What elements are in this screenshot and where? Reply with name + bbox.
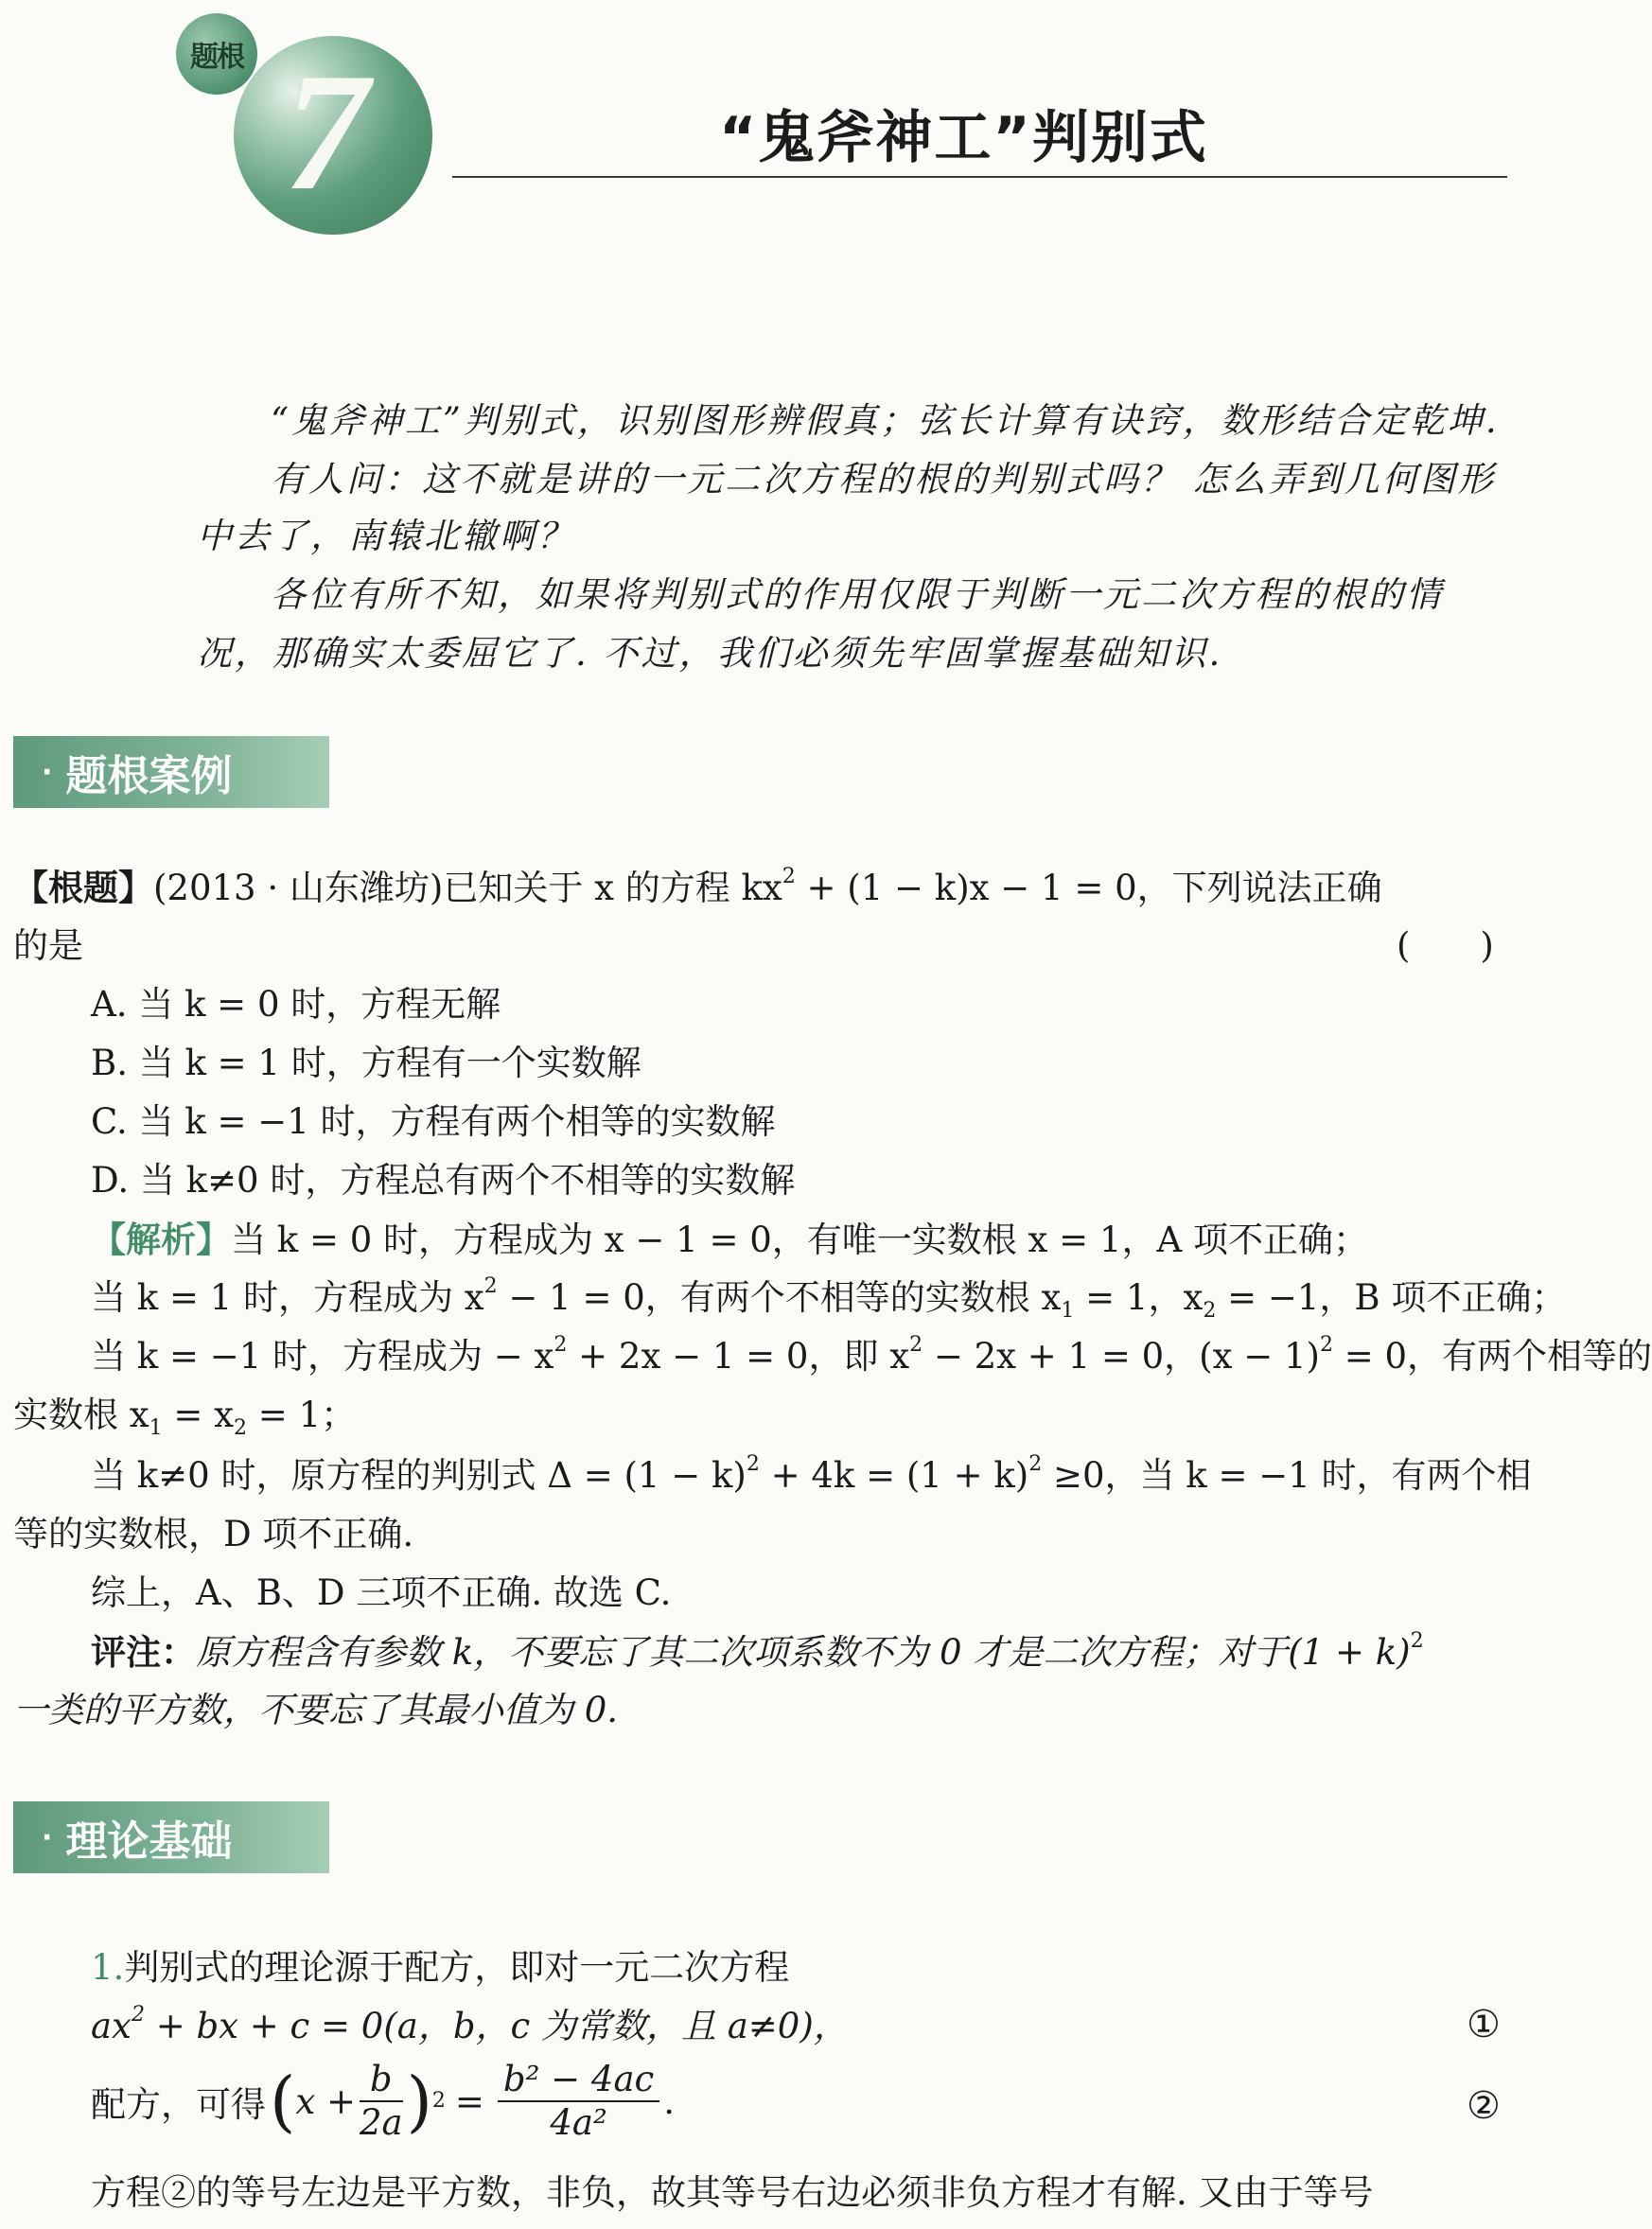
analysis-text-2a: 当 k = 1 时，方程成为 x bbox=[91, 1277, 484, 1318]
analysis-text-2b: − 1 = 0，有两个不相等的实数根 x bbox=[497, 1277, 1062, 1318]
equals-sign: = bbox=[454, 2080, 484, 2122]
superscript-2: 2 bbox=[782, 865, 796, 888]
theory-item-number: 1. bbox=[91, 1947, 125, 1988]
fraction-discriminant bbox=[498, 2059, 659, 2144]
analysis-tag: 【解析】 bbox=[91, 1219, 231, 1260]
fraction-1-denominator: 2a bbox=[359, 2102, 403, 2143]
left-paren: ( bbox=[270, 2062, 296, 2140]
chapter-number-badge bbox=[234, 36, 432, 235]
theory-line-4: 方程②的等号左边是平方数，非负，故其等号右边必须非负方程才有解. 又由于等号 bbox=[91, 2172, 1374, 2213]
superscript-2: 2 bbox=[131, 2003, 145, 2027]
fraction-1-numerator: b bbox=[360, 2059, 403, 2102]
superscript-2: 2 bbox=[1319, 1333, 1333, 1357]
note-line-2: 一类的平方数，不要忘了其最小值为 0. bbox=[13, 1690, 619, 1730]
problem-stem-line-1 bbox=[13, 859, 1382, 917]
analysis-text-3b: + 2x − 1 = 0，即 x bbox=[567, 1336, 910, 1377]
intro-paragraph-1: “鬼斧神工”判别式，识别图形辨假真；弦长计算有诀窍，数形结合定乾坤. bbox=[271, 400, 1500, 441]
intro-paragraph-3-line-1: 各位有所不知，如果将判别式的作用仅限于判断一元二次方程的根的情 bbox=[271, 574, 1444, 615]
theory-equation-1 bbox=[91, 1998, 849, 2055]
superscript-2: 2 bbox=[554, 1333, 568, 1357]
intro-paragraph-2-line-2: 中去了，南辕北辙啊？ bbox=[197, 516, 575, 556]
page-title: “鬼斧神工”判别式 bbox=[719, 105, 1208, 171]
analysis-line-6: 等的实数根，D 项不正确. bbox=[13, 1514, 414, 1554]
chapter-tag-text: 题根 bbox=[190, 41, 243, 74]
theory-text-2b: + bx + c = 0(a，b，c 为常数，且 a≠0)， bbox=[144, 2006, 849, 2046]
var-x: x + bbox=[295, 2080, 356, 2122]
period: . bbox=[663, 2080, 676, 2122]
fraction-2-denominator: 4a² bbox=[550, 2102, 607, 2143]
subscript-1: 1 bbox=[149, 1416, 163, 1440]
note-text-1: 原方程含有参数 k，不要忘了其二次项系数不为 0 才是二次方程；对于(1 + k) bbox=[196, 1632, 1411, 1673]
note-tag: 评注： bbox=[91, 1631, 196, 1673]
section-header-case bbox=[13, 736, 329, 808]
problem-tag: 【根题】 bbox=[13, 867, 153, 908]
analysis-line-3 bbox=[91, 1328, 1652, 1385]
equation-marker-2: ② bbox=[1467, 2084, 1501, 2128]
analysis-text-5a: 当 k≠0 时，原方程的判别式 Δ = (1 − k) bbox=[91, 1455, 747, 1496]
option-b: B. 当 k = 1 时，方程有一个实数解 bbox=[91, 1043, 641, 1083]
analysis-text-5b: + 4k = (1 + k) bbox=[759, 1455, 1029, 1496]
theory-equation-2: 配方，可得 ( x + $\frac{b}{2a}$ ) 2 = $\frac{\text{b² − 4ac}}{\text{4a²}}$ . bbox=[91, 2059, 676, 2143]
analysis-text-1: 当 k = 0 时，方程成为 x − 1 = 0，有唯一实数根 x = 1，A 项不正确； bbox=[231, 1220, 1368, 1260]
note-line-1 bbox=[91, 1623, 1424, 1681]
theory-line-1 bbox=[91, 1939, 789, 1996]
section-header-theory-label: 理论基础 bbox=[65, 1817, 233, 1866]
title-divider bbox=[452, 176, 1507, 178]
right-paren: ) bbox=[406, 2062, 432, 2140]
intro-paragraph-3-line-2: 况，那确实太委屈它了. 不过，我们必须先牢固掌握基础知识. bbox=[197, 633, 1223, 674]
subscript-1: 1 bbox=[1061, 1299, 1075, 1323]
fraction-2-numerator: b² − 4ac bbox=[498, 2059, 659, 2102]
superscript-2: 2 bbox=[909, 1333, 923, 1357]
subscript-2: 2 bbox=[1203, 1299, 1217, 1323]
analysis-text-3c: − 2x + 1 = 0，(x − 1) bbox=[923, 1336, 1320, 1377]
section-bullet: · bbox=[42, 1820, 53, 1854]
superscript-2: 2 bbox=[483, 1274, 498, 1298]
theory-text-1: 判别式的理论源于配方，即对一元二次方程 bbox=[124, 1947, 790, 1988]
section-header-case-label: 题根案例 bbox=[65, 752, 233, 800]
analysis-text-2c: = 1，x bbox=[1074, 1277, 1204, 1318]
analysis-text-4b: = x bbox=[162, 1395, 235, 1435]
problem-source: (2013 · 山东潍坊)已知关于 x 的方程 kx bbox=[153, 868, 782, 908]
analysis-line-2 bbox=[91, 1270, 1566, 1326]
answer-blank: ( ) bbox=[1397, 925, 1494, 966]
analysis-line-7: 综上，A、B、D 三项不正确. 故选 C. bbox=[91, 1572, 672, 1613]
analysis-line-5 bbox=[91, 1448, 1532, 1504]
analysis-text-4a: 实数根 x bbox=[13, 1395, 149, 1435]
analysis-line-4 bbox=[13, 1387, 356, 1444]
theory-text-2a: ax bbox=[91, 2006, 132, 2046]
problem-source-tail: + (1 − k)x − 1 = 0，下列说法正确 bbox=[795, 868, 1382, 908]
equation-marker-1: ① bbox=[1467, 2003, 1501, 2046]
subscript-2: 2 bbox=[234, 1416, 248, 1440]
fraction-b-over-2a bbox=[360, 2059, 403, 2144]
option-a: A. 当 k = 0 时，方程无解 bbox=[91, 984, 501, 1025]
analysis-text-2d: = −1，B 项不正确； bbox=[1216, 1277, 1567, 1318]
chapter-number: 7 bbox=[284, 38, 369, 225]
section-header-theory bbox=[13, 1801, 329, 1873]
problem-stem-line-2: 的是 bbox=[13, 925, 83, 966]
analysis-line-1 bbox=[91, 1211, 1368, 1269]
option-d: D. 当 k≠0 时，方程总有两个不相等的实数解 bbox=[91, 1160, 796, 1201]
intro-paragraph-2-line-1: 有人问：这不就是讲的一元二次方程的根的判别式吗？ 怎么弄到几何图形 bbox=[271, 459, 1496, 500]
chapter-tag-badge bbox=[176, 13, 257, 95]
analysis-text-3a: 当 k = −1 时，方程成为 − x bbox=[91, 1336, 554, 1377]
option-c: C. 当 k = −1 时，方程有两个相等的实数解 bbox=[91, 1101, 776, 1142]
analysis-text-4c: = 1； bbox=[247, 1395, 357, 1435]
superscript-2: 2 bbox=[1028, 1452, 1043, 1476]
superscript-2: 2 bbox=[746, 1452, 760, 1476]
analysis-text-5c: ≥0，当 k = −1 时，有两个相 bbox=[1042, 1455, 1532, 1496]
theory-text-3a: 配方，可得 bbox=[91, 2084, 266, 2125]
section-bullet: · bbox=[42, 755, 53, 789]
analysis-text-3d: = 0，有两个相等的 bbox=[1332, 1336, 1652, 1377]
superscript-2: 2 bbox=[1410, 1629, 1424, 1653]
